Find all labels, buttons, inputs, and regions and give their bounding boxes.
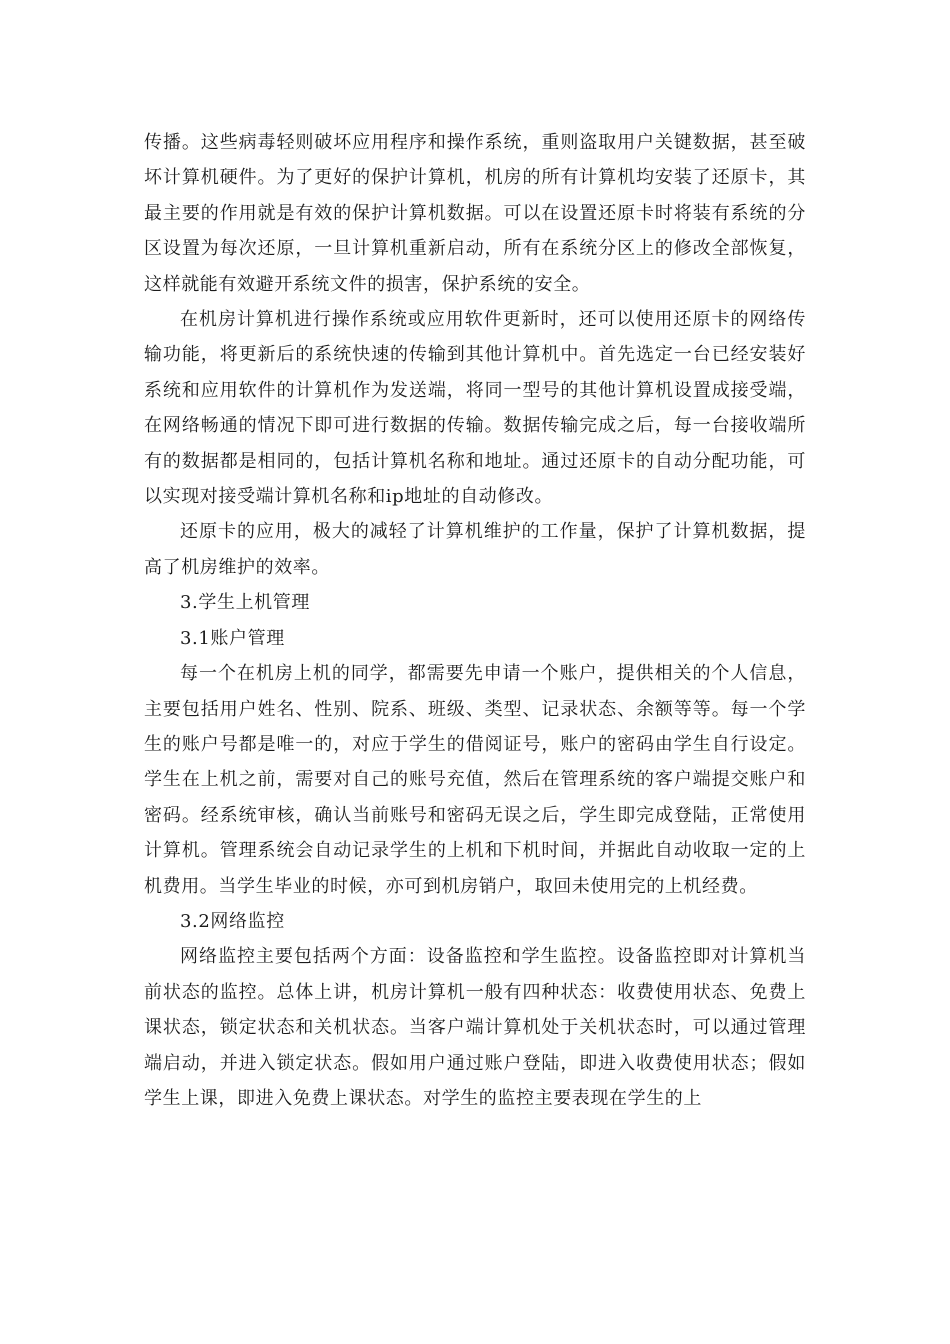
subsection-heading-network-monitoring: 3.2网络监控 xyxy=(180,910,285,932)
paragraph-network-transfer: 在机房计算机进行操作系统或应用软件更新时，还可以使用还原卡的网络传输功能，将更新后的系统快速的传输到其他计算机中。首先选定一台已经安装好系统和应用软件的计算机作为发送端，将同一型号的其他计算机设置成接受端，在网络畅通的情况下即可进行数据的传输。数据传输完成之后，每一台接收端所有的数据都是相同的，包括计算机名称和地址。通过还原卡的自动分配功能，可以实现对接受端计算机名称和ip地址的自动修改。 xyxy=(144,309,806,508)
subsection-heading-account-management: 3.1账户管理 xyxy=(180,627,285,649)
section-heading-student-management: 3.学生上机管理 xyxy=(180,592,310,614)
paragraph-continuation: 传播。这些病毒轻则破坏应用程序和操作系统，重则盗取用户关键数据，甚至破坏计算机硬件。为了更好的保护计算机，机房的所有计算机均安装了还原卡，其最主要的作用就是有效的保护计算机数据。可以在设置还原卡时将装有系统的分区设置为每次还原，一旦计算机重新启动，所有在系统分区上的修改全部恢复，这样就能有效避开系统文件的损害，保护系统的安全。 xyxy=(144,132,806,295)
paragraph-account-management: 每一个在机房上机的同学，都需要先申请一个账户，提供相关的个人信息，主要包括用户姓名、性别、院系、班级、类型、记录状态、余额等等。每一个学生的账户号都是唯一的，对应于学生的借阅证号，账户的密码由学生自行设定。学生在上机之前，需要对自己的账号充值，然后在管理系统的客户端提交账户和密码。经系统审核，确认当前账号和密码无误之后，学生即完成登陆，正常使用计算机。管理系统会自动记录学生的上机和下机时间，并据此自动收取一定的上机费用。当学生毕业的时候，亦可到机房销户，取回未使用完的上机经费。 xyxy=(144,663,806,897)
paragraph-restore-card-summary: 还原卡的应用，极大的减轻了计算机维护的工作量，保护了计算机数据，提高了机房维护的效率。 xyxy=(144,521,806,578)
document-body xyxy=(144,125,806,1116)
paragraph-network-monitoring: 网络监控主要包括两个方面：设备监控和学生监控。设备监控即对计算机当前状态的监控。总体上讲，机房计算机一般有四种状态：收费使用状态、免费上课状态，锁定状态和关机状态。当客户端计算机处于关机状态时，可以通过管理端启动，并进入锁定状态。假如用户通过账户登陆，即进入收费使用状态；假如学生上课，即进入免费上课状态。对学生的监控主要表现在学生的上 xyxy=(144,946,806,1109)
